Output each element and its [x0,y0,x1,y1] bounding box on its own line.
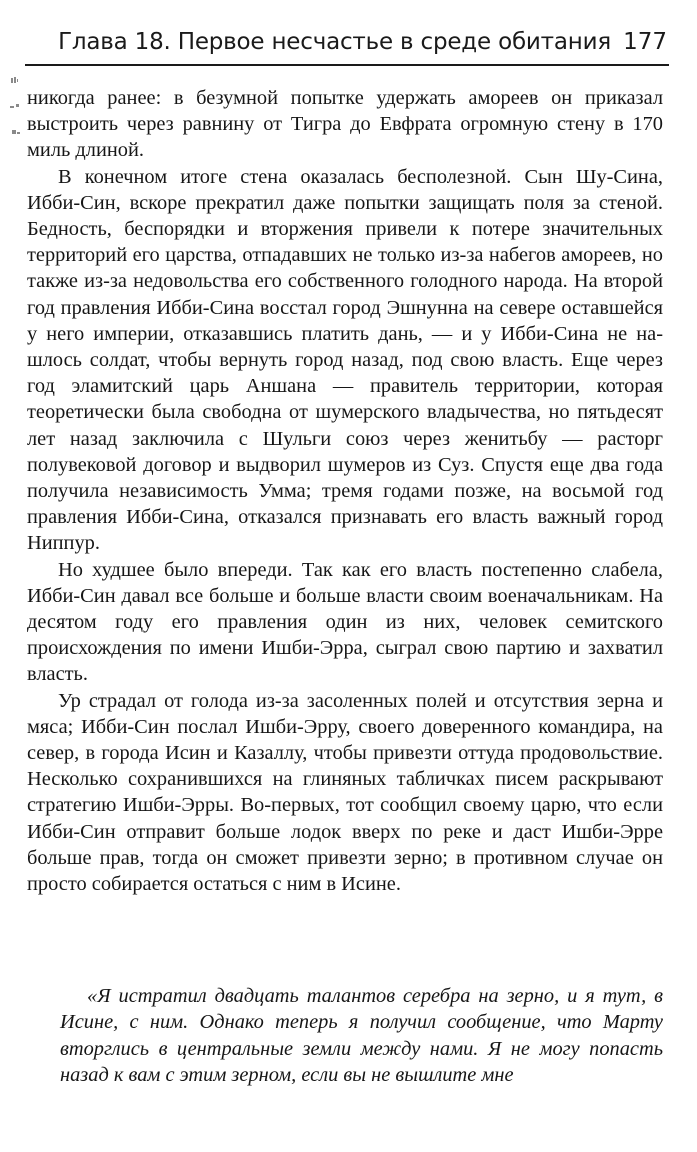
paragraph: В конечном итоге стена оказалась бесполезной. Сын Шу-Сина, Ибби-Син, вскоре прекратил даже попытки защищать поля за стеной. Бедность, беспорядки и вторжения привели к потере значительных территорий его царства, отпадавших не только из-за набегов амореев, но также из-за недовольства его собственного голодного народа. На второй год правления Ибби-Сина восстал город Эшнунна на севере оставшейся у него империи, отказавшись платить дань, — и у Ибби-Сина не нашлось солдат, чтобы вернуть город назад, под свою власть. Еще через год эламитский царь Аншана — правитель территории, которая теоретически была свободна от шумерского владычества, но пятьдесят лет назад заключила с Шульги союз через женитьбу — расторг полувековой договор и выдворил шумеров из Суз. Спустя еще два года получила независимость Умма; тремя годами позже, на восьмой год правления Ибби-Сина, отказался признавать его власть важный город Ниппур. [27,165,663,555]
paragraph: Но худшее было впереди. Так как его власть постепенно слабела, Ибби-Син давал все больше и больше власти своим военачальникам. На десятом году его правления один из них, человек семитского происхождения по имени Ишби-Эрра, сыграл свою партию и захватил власть. [27,558,663,686]
paragraph: никогда ранее: в безумной попытке удержать амореев он приказал выстроить через равнину от Тигра до Евфрата огромную стену в 170 миль длиной. [27,87,663,162]
running-head [25,24,677,60]
scan-specks [8,76,24,146]
quote-text: «Я истратил двадцать талантов серебра на зерно, и я тут, в Исине, с ним. Однако теперь я получил сообщение, что Марту вторглись в центральные земли между нами. Я не могу попасть назад к вам с этим зерном, если вы не вышлите мне [60,985,663,1087]
chapter-title: Глава 18. Первое несчастье в среде обитания [58,29,611,55]
block-quote [60,983,663,1089]
paragraph: Ур страдал от голода из-за засоленных полей и отсутствия зерна и мяса; Ибби-Син послал Ишби-Эрру, своего доверенного командира, на север, в города Исин и Казаллу, чтобы привезти оттуда продовольствие. Несколько сохранившихся на глиняных табличках писем раскрывают стратегию Ишби-Эрры. Во-первых, тот сообщил своему царю, что если Ибби-Син отправит больше лодок вверх по реке и даст Ишби-Эрре больше прав, тогда он сможет привезти зерно; в противном случае он просто собирается остаться с ним в Исине. [27,689,663,896]
page-number: 177 [623,29,667,55]
header-rule [25,64,669,66]
body-text [27,85,663,897]
